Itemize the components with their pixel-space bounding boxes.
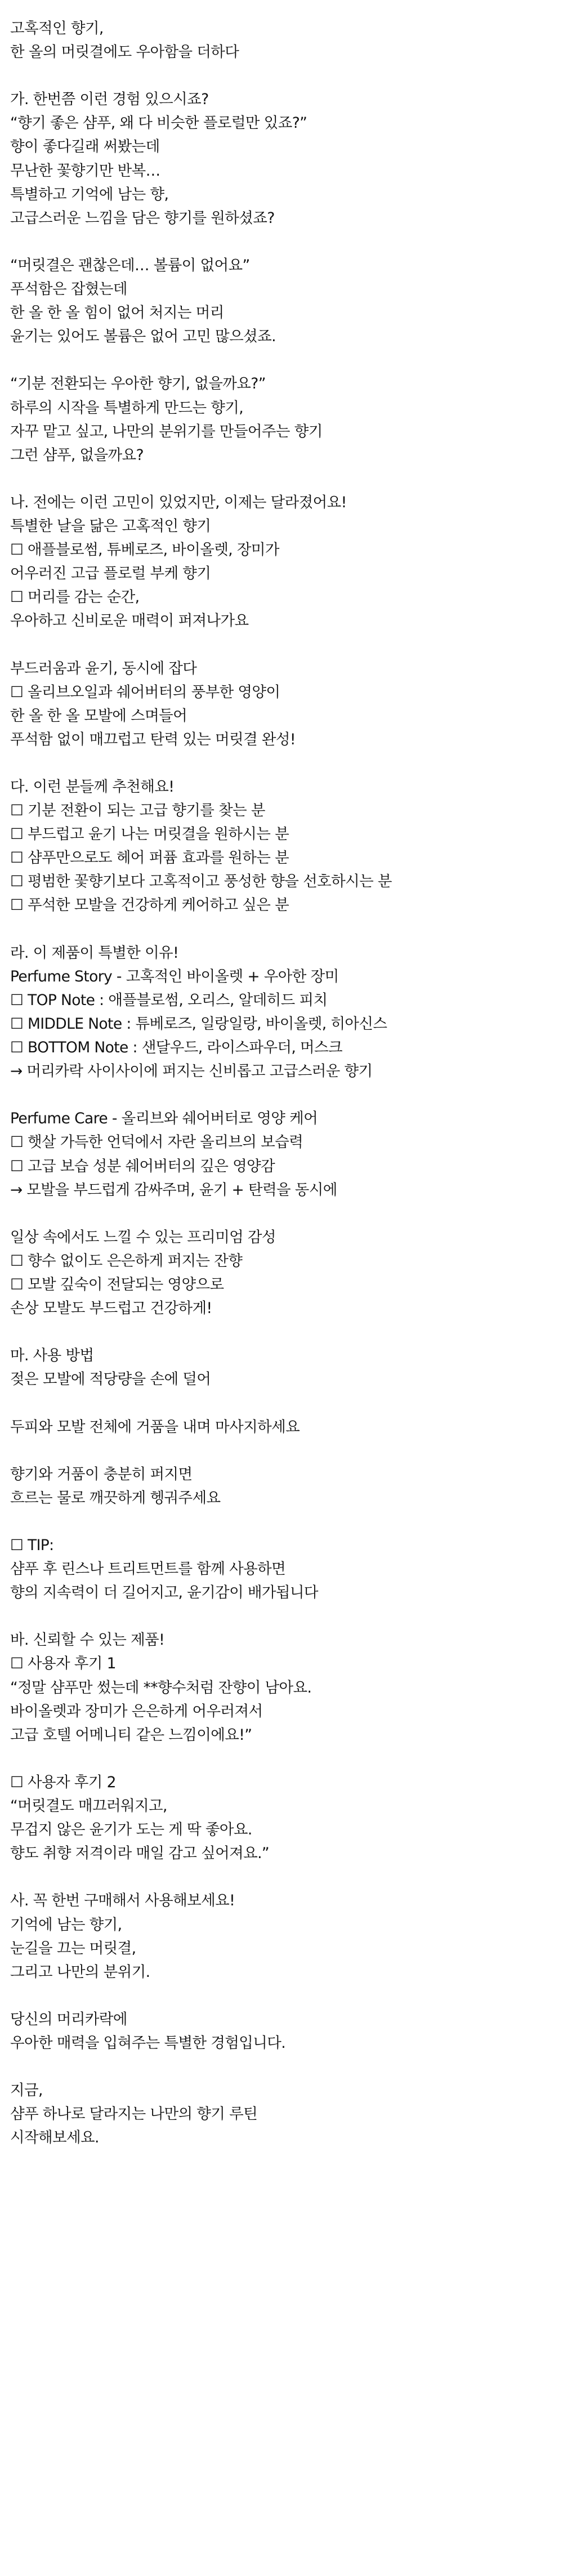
text-line: 일상 속에서도 느낄 수 있는 프리미엄 감성 bbox=[10, 1228, 276, 1246]
text-line: 무겁지 않은 윤기가 도는 게 딱 좋아요. bbox=[10, 1821, 252, 1839]
text-line: 우아하고 신비로운 매력이 퍼져나가요 bbox=[10, 612, 249, 630]
product-description-text bbox=[10, 17, 556, 2150]
text-line: 젖은 모발에 적당량을 손에 덜어 bbox=[10, 1370, 211, 1389]
blank-line bbox=[10, 918, 556, 941]
blank-line bbox=[10, 1865, 556, 1889]
text-line: 마. 사용 방법 bbox=[10, 1347, 94, 1365]
blank-line bbox=[10, 349, 556, 372]
text-line: 사. 꼭 한번 구매해서 사용해보세요! bbox=[10, 1892, 235, 1910]
blank-line bbox=[10, 1984, 556, 2008]
text-line: ☐ 고급 보습 성분 쉐어버터의 깊은 영양감 bbox=[10, 1157, 275, 1175]
text-line: 고급스러운 느낌을 담은 향기를 원하셨죠? bbox=[10, 209, 275, 227]
text-line: 그런 샴푸, 없을까요? bbox=[10, 446, 144, 464]
text-line: 어우러진 고급 플로럴 부케 향기 bbox=[10, 565, 211, 583]
text-line: 무난한 꽃향기만 반복… bbox=[10, 162, 160, 180]
text-line: 다. 이런 분들께 추천해요! bbox=[10, 778, 175, 796]
text-line: 푸석함은 잡혔는데 bbox=[10, 280, 127, 298]
text-line: 특별하고 기억에 남는 향, bbox=[10, 185, 169, 203]
text-line: ☐ 샴푸만으로도 헤어 퍼퓸 효과를 원하는 분 bbox=[10, 849, 289, 867]
text-line: 자꾸 맡고 싶고, 나만의 분위기를 만들어주는 향기 bbox=[10, 422, 323, 440]
text-line: 고급 호텔 어메니티 같은 느낌이에요!” bbox=[10, 1726, 252, 1744]
text-line: ☐ 푸석한 모발을 건강하게 케어하고 싶은 분 bbox=[10, 896, 289, 914]
text-line: ☐ BOTTOM Note : 샌달우드, 라이스파우더, 머스크 bbox=[10, 1039, 342, 1057]
text-line: → 모발을 부드럽게 감싸주며, 윤기 + 탄력을 동시에 bbox=[10, 1181, 337, 1199]
text-line: ☐ TIP: bbox=[10, 1537, 54, 1554]
text-line: 향기와 거품이 충분히 퍼지면 bbox=[10, 1465, 193, 1483]
text-line: 향이 좋다길래 써봤는데 bbox=[10, 138, 160, 156]
text-line: 손상 모발도 부드럽고 건강하게! bbox=[10, 1300, 212, 1318]
text-line: 지금, bbox=[10, 2082, 43, 2100]
text-line: 한 올의 머릿결에도 우아함을 더하다 bbox=[10, 43, 239, 61]
text-line: ☐ 올리브오일과 쉐어버터의 풍부한 영양이 bbox=[10, 683, 280, 701]
text-line: 라. 이 제품이 특별한 이유! bbox=[10, 944, 179, 962]
text-line: 샴푸 하나로 달라지는 나만의 향기 루틴 bbox=[10, 2105, 258, 2123]
text-line: ☐ 햇살 가득한 언덕에서 자란 올리브의 보습력 bbox=[10, 1133, 303, 1151]
text-line: ☐ 머리를 감는 순간, bbox=[10, 588, 140, 606]
text-line: ☐ 모발 깊숙이 전달되는 영양으로 bbox=[10, 1275, 224, 1293]
text-line: ☐ 향수 없이도 은은하게 퍼지는 잔향 bbox=[10, 1252, 243, 1270]
text-line: ☐ 애플블로썸, 튜베로즈, 바이올렛, 장미가 bbox=[10, 541, 279, 559]
text-line: ☐ 부드럽고 윤기 나는 머릿결을 원하시는 분 bbox=[10, 825, 289, 843]
text-line: 바이올렛과 장미가 은은하게 어우러져서 bbox=[10, 1702, 263, 1720]
text-line: 푸석함 없이 매끄럽고 탄력 있는 머릿결 완성! bbox=[10, 730, 296, 748]
blank-line bbox=[10, 1320, 556, 1344]
blank-line bbox=[10, 1439, 556, 1463]
text-line: 한 올 한 올 모발에 스며들어 bbox=[10, 707, 187, 725]
text-line: 그리고 나만의 분위기. bbox=[10, 1963, 150, 1981]
text-line: 하루의 시작을 특별하게 만드는 향기, bbox=[10, 399, 244, 417]
blank-line bbox=[10, 1391, 556, 1415]
blank-line bbox=[10, 633, 556, 657]
text-line: ☐ 기분 전환이 되는 고급 향기를 찾는 분 bbox=[10, 802, 265, 820]
text-line: 흐르는 물로 깨끗하게 헹궈주세요 bbox=[10, 1489, 221, 1507]
text-line: 고혹적인 향기, bbox=[10, 20, 104, 37]
text-line: → 머리카락 사이사이에 퍼지는 신비롭고 고급스러운 향기 bbox=[10, 1062, 373, 1081]
text-line: 샴푸 후 린스나 트리트먼트를 함께 사용하면 bbox=[10, 1560, 286, 1578]
blank-line bbox=[10, 2055, 556, 2079]
blank-line bbox=[10, 1510, 556, 1534]
blank-line bbox=[10, 64, 556, 88]
blank-line bbox=[10, 752, 556, 775]
text-line: ☐ 평범한 꽃향기보다 고혹적이고 풍성한 향을 선호하시는 분 bbox=[10, 873, 392, 891]
text-line: 가. 한번쯤 이런 경험 있으시죠? bbox=[10, 91, 209, 109]
blank-line bbox=[10, 1202, 556, 1226]
text-line: “머릿결도 매끄러워지고, bbox=[10, 1797, 167, 1815]
text-line: 바. 신뢰할 수 있는 제품! bbox=[10, 1631, 165, 1649]
text-line: Perfume Care - 올리브와 쉐어버터로 영양 케어 bbox=[10, 1110, 318, 1128]
text-line: 기억에 남는 향기, bbox=[10, 1916, 122, 1934]
text-line: 향의 지속력이 더 길어지고, 윤기감이 배가됩니다 bbox=[10, 1584, 318, 1602]
text-line: “향기 좋은 샴푸, 왜 다 비슷한 플로럴만 있죠?” bbox=[10, 114, 307, 132]
text-line: ☐ 사용자 후기 1 bbox=[10, 1655, 116, 1673]
text-line: ☐ 사용자 후기 2 bbox=[10, 1773, 116, 1791]
text-line: 향도 취향 저격이라 매일 감고 싶어져요.” bbox=[10, 1845, 270, 1863]
text-line: “정말 샴푸만 썼는데 **향수처럼 잔향이 남아요. bbox=[10, 1678, 312, 1697]
text-line: 눈길을 끄는 머릿결, bbox=[10, 1939, 136, 1957]
text-line: 두피와 모발 전체에 거품을 내며 마사지하세요 bbox=[10, 1418, 300, 1436]
text-line: 우아한 매력을 입혀주는 특별한 경험입니다. bbox=[10, 2034, 286, 2052]
text-line: 한 올 한 올 힘이 없어 처지는 머리 bbox=[10, 304, 224, 322]
text-line: ☐ TOP Note : 애플블로썸, 오리스, 알데히드 피치 bbox=[10, 991, 328, 1009]
text-line: ☐ MIDDLE Note : 튜베로즈, 일랑일랑, 바이올렛, 히아신스 bbox=[10, 1015, 387, 1033]
text-line: 윤기는 있어도 볼륨은 없어 고민 많으셨죠. bbox=[10, 328, 276, 346]
text-line: 시작해보세요. bbox=[10, 2129, 99, 2147]
blank-line bbox=[10, 230, 556, 254]
blank-line bbox=[10, 467, 556, 491]
text-line: 당신의 머리카락에 bbox=[10, 2010, 127, 2028]
blank-line bbox=[10, 1747, 556, 1771]
text-line: Perfume Story - 고혹적인 바이올렛 + 우아한 장미 bbox=[10, 967, 339, 985]
text-line: “기분 전환되는 우아한 향기, 없을까요?” bbox=[10, 375, 266, 393]
text-line: 특별한 날을 닮은 고혹적인 향기 bbox=[10, 517, 211, 535]
text-line: 부드러움과 윤기, 동시에 잡다 bbox=[10, 659, 197, 677]
text-line: “머릿결은 괜찮은데… 볼륨이 없어요” bbox=[10, 256, 250, 274]
blank-line bbox=[10, 1605, 556, 1628]
blank-line bbox=[10, 1083, 556, 1107]
text-line: 나. 전에는 이런 고민이 있었지만, 이제는 달라졌어요! bbox=[10, 493, 347, 511]
